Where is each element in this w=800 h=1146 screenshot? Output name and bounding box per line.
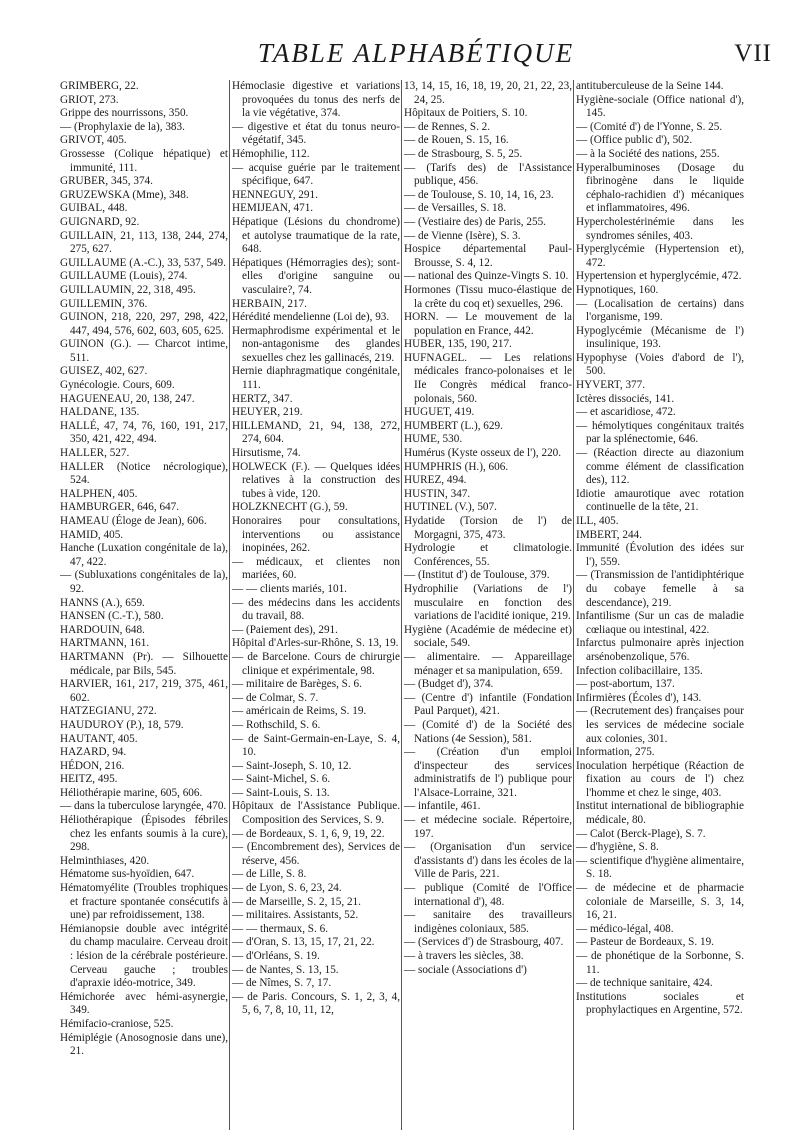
- index-column-4: [576, 80, 744, 1018]
- index-entry: HENNEGUY, 291.: [232, 188, 318, 201]
- index-entry: HUSTIN, 347.: [404, 487, 471, 500]
- index-entry: — de Versailles, S. 18.: [404, 202, 507, 215]
- index-entry: — à la Société des nations, 255.: [576, 147, 720, 160]
- index-column-1: [60, 80, 228, 1059]
- index-entry: — à travers les siècles, 38.: [404, 950, 524, 962]
- index-entry: — de Colmar, S. 7.: [232, 691, 319, 704]
- index-entry: — d'Orléans, S. 19.: [232, 950, 320, 962]
- index-entry: GUIBAL, 448.: [60, 202, 128, 215]
- index-entry: HAUDUROY (P.), 18, 579.: [60, 718, 184, 731]
- index-entry: HALLER, 527.: [60, 447, 130, 460]
- index-entry: — de Saint-Germain-en-Laye, S. 4, 10.: [232, 732, 400, 759]
- index-entry: Hydatide (Torsion de l') de Morgagni, 375, 473.: [404, 515, 572, 541]
- index-entry: GUILLAUME (Louis), 274.: [60, 270, 188, 283]
- index-entry: — de Rouen, S. 15, 16.: [404, 134, 509, 147]
- index-entry: GUISEZ, 402, 627.: [60, 365, 148, 378]
- index-entry: Hépatiques (Hémorragies des); sont-elles d'origine sanguine ou vasculaire?, 74.: [232, 256, 400, 296]
- index-entry: — de Rennes, S. 2.: [404, 120, 491, 133]
- index-entry: — de Lille, S. 8.: [232, 868, 307, 881]
- index-entry: HAMBURGER, 646, 647.: [60, 501, 180, 514]
- index-entry: — (Encombrement des), Services de réserve, 456.: [232, 841, 400, 867]
- index-entry: Hormones (Tissu muco-élastique de la crête du coq et) sexuelles, 296.: [404, 283, 572, 310]
- index-entry: — (Centre d') infantile (Fondation Paul Parquet), 421.: [404, 691, 572, 718]
- index-entry: — Saint-Louis, S. 13.: [232, 786, 330, 799]
- index-entry: HERTZ, 347.: [232, 392, 293, 405]
- index-entry: HAGUENEAU, 20, 138, 247.: [60, 392, 195, 405]
- index-entry: — hémolytiques congénitaux traités par la splénectomie, 646.: [576, 419, 744, 446]
- index-columns: [60, 80, 780, 1130]
- index-entry: — (Comité d') de la Société des Nations (4e Session), 581.: [404, 718, 572, 745]
- index-entry: HEITZ, 495.: [60, 773, 118, 786]
- index-entry: ILL, 405.: [576, 515, 619, 527]
- index-entry: GUINON, 218, 220, 297, 298, 422, 447, 494, 576, 602, 603, 605, 625.: [60, 311, 228, 337]
- index-entry: — — clients mariés, 101.: [232, 582, 347, 595]
- index-entry: — (Recrutement des) françaises pour les services de médecine sociale aux colonies, 301.: [576, 705, 744, 745]
- index-entry: Hermaphrodisme expérimental et le non-antagonisme des glandes sexuelles chez les gallinacés, 219.: [232, 324, 400, 364]
- index-entry: — infantile, 461.: [404, 800, 481, 813]
- index-entry: Hypophyse (Voies d'abord de l'), 500.: [576, 351, 744, 378]
- index-column-2: [232, 80, 400, 1018]
- index-entry: Humérus (Kyste osseux de l'), 220.: [404, 447, 562, 460]
- index-entry: Inoculation herpétique (Réaction de fixation au cours de l') chez l'homme et chez le singe, 403.: [576, 759, 744, 799]
- index-entry: — (Institut d') de Toulouse, 379.: [404, 569, 550, 582]
- index-entry: HAZARD, 94.: [60, 746, 127, 759]
- index-entry: Hémichorée avec hémi-asynergie, 349.: [60, 990, 228, 1017]
- index-entry: Infirmières (Écoles d'), 143.: [576, 691, 702, 704]
- index-entry: — de Toulouse, S. 10, 14, 16, 23.: [404, 188, 554, 201]
- index-entry: — militaire de Barèges, S. 6.: [232, 678, 362, 691]
- index-entry: Hypnotiques, 160.: [576, 283, 659, 296]
- index-entry: Gynécologie. Cours, 609.: [60, 379, 175, 392]
- index-entry: HILLEMAND, 21, 94, 138, 272, 274, 604.: [232, 419, 400, 446]
- index-entry: — de phonétique de la Sorbonne, S. 11.: [576, 950, 744, 976]
- index-entry: Hyperglycémie (Hypertension et), 472.: [576, 243, 744, 269]
- index-entry: — Saint-Joseph, S. 10, 12.: [232, 759, 352, 772]
- index-entry: HALPHEN, 405.: [60, 487, 138, 500]
- index-entry: 13, 14, 15, 16, 18, 19, 20, 21, 22, 23, 24, 25.: [404, 80, 572, 106]
- index-entry: — de Nantes, S. 13, 15.: [232, 963, 339, 976]
- index-entry: Hémophilie, 112.: [232, 147, 310, 160]
- index-entry: HUTINEL (V.), 507.: [404, 501, 497, 514]
- index-entry: — digestive et état du tonus neuro-végétatif, 345.: [232, 120, 400, 147]
- index-entry: HARDOUIN, 648.: [60, 623, 145, 636]
- index-entry: — de Lyon, S. 6, 23, 24.: [232, 882, 342, 895]
- index-entry: — (Organisation d'un service d'assistants d') dans les écoles de la Ville de Paris, 221.: [404, 841, 572, 881]
- index-entry: — Calot (Berck-Plage), S. 7.: [576, 827, 706, 840]
- index-entry: GUILLAUME (A.-C.), 33, 537, 549.: [60, 256, 226, 269]
- index-entry: HARTMANN (Pr). — Silhouette médicale, par Bils, 545.: [60, 650, 228, 677]
- index-entry: Infantilisme (Sur un cas de maladie cœliaque ou intestinal, 422.: [576, 610, 744, 636]
- index-entry: — (Budget d'), 374.: [404, 678, 494, 691]
- index-entry: Hémoclasie digestive et variations provoquées du tonus des nerfs de la vie végétative, 374.: [232, 80, 400, 120]
- index-entry: Hôpitaux de l'Assistance Publique. Composition des Services, S. 9.: [232, 800, 400, 827]
- index-entry: GRIMBERG, 22.: [60, 80, 139, 92]
- index-entry: — sanitaire des travailleurs indigènes coloniaux, 585.: [404, 909, 572, 935]
- index-entry: GUINON (G.). — Charcot intime, 511.: [60, 338, 228, 364]
- index-entry: HORN. — Le mouvement de la population en France, 442.: [404, 311, 572, 337]
- index-entry: — et médecine sociale. Répertoire, 197.: [404, 814, 572, 840]
- index-entry: HATZEGIANU, 272.: [60, 705, 157, 718]
- index-entry: — des médecins dans les accidents du travail, 88.: [232, 596, 400, 623]
- index-entry: HUFNAGEL. — Les relations médicales franco-polonaises et le IIe Congrès médical franco-polonais, 560.: [404, 351, 572, 405]
- index-entry: — de Strasbourg, S. 5, 25.: [404, 147, 523, 160]
- index-entry: GUILLEMIN, 376.: [60, 297, 148, 310]
- index-entry: — d'hygiène, S. 8.: [576, 841, 659, 854]
- index-entry: Hygiène (Académie de médecine et) sociale, 549.: [404, 623, 572, 650]
- index-entry: — d'Oran, S. 13, 15, 17, 21, 22.: [232, 936, 375, 949]
- index-column-3: [404, 80, 572, 977]
- index-entry: GUILLAUMIN, 22, 318, 495.: [60, 283, 196, 296]
- index-entry: — (Comité d') de l'Yonne, S. 25.: [576, 120, 723, 133]
- running-title: TABLE ALPHABÉTIQUE: [257, 38, 575, 68]
- index-entry: — de Bordeaux, S. 1, 6, 9, 19, 22.: [232, 827, 385, 840]
- column-divider: [573, 80, 574, 1130]
- index-entry: antituberculeuse de la Seine 144.: [576, 80, 724, 92]
- index-entry: Information, 275.: [576, 746, 655, 759]
- index-entry: — de Paris. Concours, S. 1, 2, 3, 4, 5, 6, 7, 8, 10, 11, 12,: [232, 990, 400, 1017]
- index-entry: Honoraires pour consultations, interventions ou assistance inopinées, 262.: [232, 515, 400, 555]
- column-divider: [401, 80, 402, 1130]
- index-entry: Hématome sus-hyoïdien, 647.: [60, 868, 195, 881]
- index-entry: — scientifique d'hygiène alimentaire, S. 18.: [576, 854, 744, 881]
- page-header: [60, 38, 772, 78]
- index-entry: — (Localisation de certains) dans l'organisme, 199.: [576, 297, 744, 324]
- index-entry: GRUBER, 345, 374.: [60, 175, 153, 188]
- index-entry: HUREZ, 494.: [404, 474, 467, 487]
- index-entry: Hernie diaphragmatique congénitale, 111.: [232, 365, 400, 392]
- index-entry: Hyperalbuminoses (Dosage du fibrinogène dans le liquide céphalo-rachidien d') mécaniques et inflammatoires, 496.: [576, 161, 744, 215]
- index-entry: HARTMANN, 161.: [60, 637, 150, 650]
- index-entry: Grossesse (Colique hépatique) et immunité, 111.: [60, 147, 228, 174]
- index-entry: HEUYER, 219.: [232, 406, 303, 419]
- index-entry: — (Vestiaire des) de Paris, 255.: [404, 215, 546, 228]
- index-entry: — national des Quinze-Vingts S. 10.: [404, 270, 569, 283]
- index-entry: Hanche (Luxation congénitale de la), 47, 422.: [60, 542, 228, 568]
- index-entry: Hydrologie et climatologie. Conférences, 55.: [404, 542, 572, 568]
- index-entry: Hirsutisme, 74.: [232, 447, 301, 460]
- index-entry: GRIVOT, 405.: [60, 134, 127, 147]
- index-entry: GRUZEWSKA (Mme), 348.: [60, 188, 189, 201]
- page-number: VII: [734, 40, 772, 67]
- index-entry: Héliothérapique (Épisodes fébriles chez les enfants soumis à la cure), 298.: [60, 814, 228, 854]
- index-entry: HALLÉ, 47, 74, 76, 160, 191, 217, 350, 421, 422, 494.: [60, 419, 228, 446]
- index-entry: Hémiplégie (Anosognosie dans une), 21.: [60, 1031, 228, 1058]
- index-entry: — dans la tuberculose laryngée, 470.: [60, 800, 227, 813]
- index-entry: GUIGNARD, 92.: [60, 215, 140, 228]
- index-entry: Immunité (Évolution des idées sur l'), 559.: [576, 542, 744, 568]
- index-entry: HÉDON, 216.: [60, 759, 125, 772]
- index-entry: Hygiène-sociale (Office national d'), 145.: [576, 93, 744, 120]
- index-entry: — Pasteur de Bordeaux, S. 19.: [576, 936, 714, 949]
- index-entry: Hôpital d'Arles-sur-Rhône, S. 13, 19.: [232, 637, 399, 650]
- index-entry: HALDANE, 135.: [60, 406, 140, 419]
- index-entry: — (Création d'un emploi d'inspecteur des services administratifs de l') publique pour l'Alsace-Lorraine, 321.: [404, 746, 572, 799]
- index-entry: — (Subluxations congénitales de la), 92.: [60, 569, 228, 595]
- index-entry: — de médecine et de pharmacie coloniale de Marseille, S. 3, 14, 16, 21.: [576, 882, 744, 922]
- index-entry: — (Réaction directe au diazonium comme élément de classification des), 112.: [576, 447, 744, 487]
- index-entry: Héliothérapie marine, 605, 606.: [60, 786, 203, 799]
- index-entry: Grippe des nourrissons, 350.: [60, 107, 189, 120]
- index-entry: — médico-légal, 408.: [576, 922, 674, 935]
- index-entry: — sociale (Associations d'): [404, 963, 527, 976]
- index-entry: Hypercholestérinémie dans les syndromes séniles, 403.: [576, 215, 744, 242]
- index-entry: — américain de Reims, S. 19.: [232, 705, 367, 718]
- index-entry: Hémifacio-craniose, 525.: [60, 1017, 174, 1030]
- index-entry: Idiotie amaurotique avec rotation continuelle de la tête, 21.: [576, 487, 744, 514]
- index-entry: — alimentaire. — Appareillage ménager et sa manipulation, 659.: [404, 650, 572, 677]
- index-entry: HEMIJEAN, 471.: [232, 202, 314, 215]
- index-entry: — (Services d') de Strasbourg, 407.: [404, 936, 564, 949]
- index-entry: Hypertension et hyperglycémie, 472.: [576, 270, 742, 283]
- index-entry: — de technique sanitaire, 424.: [576, 977, 713, 990]
- index-entry: Hydrophilie (Variations de l') musculaire en fonction des variations de l'acidité ionique, 219.: [404, 582, 572, 623]
- index-entry: HUBER, 135, 190, 217.: [404, 338, 512, 351]
- index-entry: GUILLAIN, 21, 113, 138, 244, 274, 275, 627.: [60, 229, 228, 256]
- index-entry: HAMEAU (Éloge de Jean), 606.: [60, 515, 207, 527]
- index-entry: — (Tarifs des) de l'Assistance publique, 456.: [404, 161, 572, 188]
- index-entry: — de Marseille, S. 2, 15, 21.: [232, 895, 361, 908]
- index-entry: Hypoglycémie (Mécanisme de l') insulinique, 193.: [576, 324, 744, 351]
- index-entry: Infarctus pulmonaire après injection arsénobenzolique, 576.: [576, 637, 744, 663]
- index-entry: Hérédité mendelienne (Loi de), 93.: [232, 311, 390, 324]
- index-entry: HALLER (Notice nécrologique), 524.: [60, 460, 228, 487]
- index-entry: — post-abortum, 137.: [576, 678, 675, 691]
- column-divider: [229, 80, 230, 1130]
- index-entry: HAUTANT, 405.: [60, 732, 138, 745]
- index-entry: — acquise guérie par le traitement spécifique, 647.: [232, 161, 400, 188]
- index-entry: — (Office public d'), 502.: [576, 134, 693, 147]
- index-entry: Institutions sociales et prophylactiques en Argentine, 572.: [576, 990, 744, 1017]
- index-entry: Ictères dissociés, 141.: [576, 392, 675, 405]
- index-entry: — de Vienne (Isère), S. 3.: [404, 229, 521, 242]
- index-entry: — de Nîmes, S. 7, 17.: [232, 977, 332, 990]
- index-entry: HUMPHRIS (H.), 606.: [404, 460, 509, 473]
- index-entry: — de Barcelone. Cours de chirurgie clinique et expérimentale, 98.: [232, 650, 400, 677]
- index-entry: Helminthiases, 420.: [60, 854, 150, 867]
- index-entry: HANSEN (C.-T.), 580.: [60, 610, 164, 623]
- index-entry: HYVERT, 377.: [576, 379, 646, 392]
- index-entry: Infection colibacillaire, 135.: [576, 664, 703, 677]
- index-entry: — (Transmission de l'antidiphtérique du cobaye femelle à sa descendance), 219.: [576, 569, 744, 609]
- index-entry: HUMBERT (L.), 629.: [404, 419, 503, 432]
- index-entry: — et ascaridiose, 472.: [576, 406, 676, 419]
- index-entry: — (Paiement des), 291.: [232, 623, 338, 636]
- index-entry: HERBAIN, 217.: [232, 297, 307, 310]
- index-entry: HOLWECK (F.). — Quelques idées relatives à la construction des tubes à vide, 120.: [232, 460, 400, 500]
- index-entry: — médicaux, et clientes non mariées, 60.: [232, 555, 400, 582]
- index-entry: GRIOT, 273.: [60, 93, 119, 106]
- index-entry: — Saint-Michel, S. 6.: [232, 773, 331, 786]
- index-entry: Hémianopsie double avec intégrité du champ maculaire. Cerveau droit : lésion de la cérébrale postérieure. Cerveau gauche ; troubles d'apraxie idéo-motrice, 349.: [60, 922, 228, 990]
- index-entry: — militaires. Assistants, 52.: [232, 909, 359, 922]
- index-entry: HUGUET, 419.: [404, 406, 475, 419]
- index-entry: Hématomyélite (Troubles trophiques et fracture spontanée consécutifs à une) par refroidissement, 138.: [60, 882, 228, 922]
- index-entry: — publique (Comité de l'Office international d'), 48.: [404, 882, 572, 908]
- index-entry: Hospice départemental Paul-Brousse, S. 4, 12.: [404, 243, 572, 269]
- index-entry: — Rothschild, S. 6.: [232, 718, 321, 731]
- index-entry: HARVIER, 161, 217, 219, 375, 461, 602.: [60, 678, 228, 704]
- index-entry: — — thermaux, S. 6.: [232, 922, 329, 935]
- index-entry: — (Prophylaxie de la), 383.: [60, 120, 185, 133]
- index-entry: HOLZKNECHT (G.), 59.: [232, 501, 348, 514]
- index-entry: IMBERT, 244.: [576, 528, 642, 541]
- index-entry: Hépatique (Lésions du chondrome) et autolyse traumatique de la rate, 648.: [232, 215, 400, 256]
- index-entry: HAMID, 405.: [60, 528, 124, 541]
- index-entry: Hôpitaux de Poitiers, S. 10.: [404, 107, 528, 120]
- index-entry: HUME, 530.: [404, 433, 463, 446]
- index-entry: Institut international de bibliographie médicale, 80.: [576, 800, 744, 827]
- index-entry: HANNS (A.), 659.: [60, 596, 145, 609]
